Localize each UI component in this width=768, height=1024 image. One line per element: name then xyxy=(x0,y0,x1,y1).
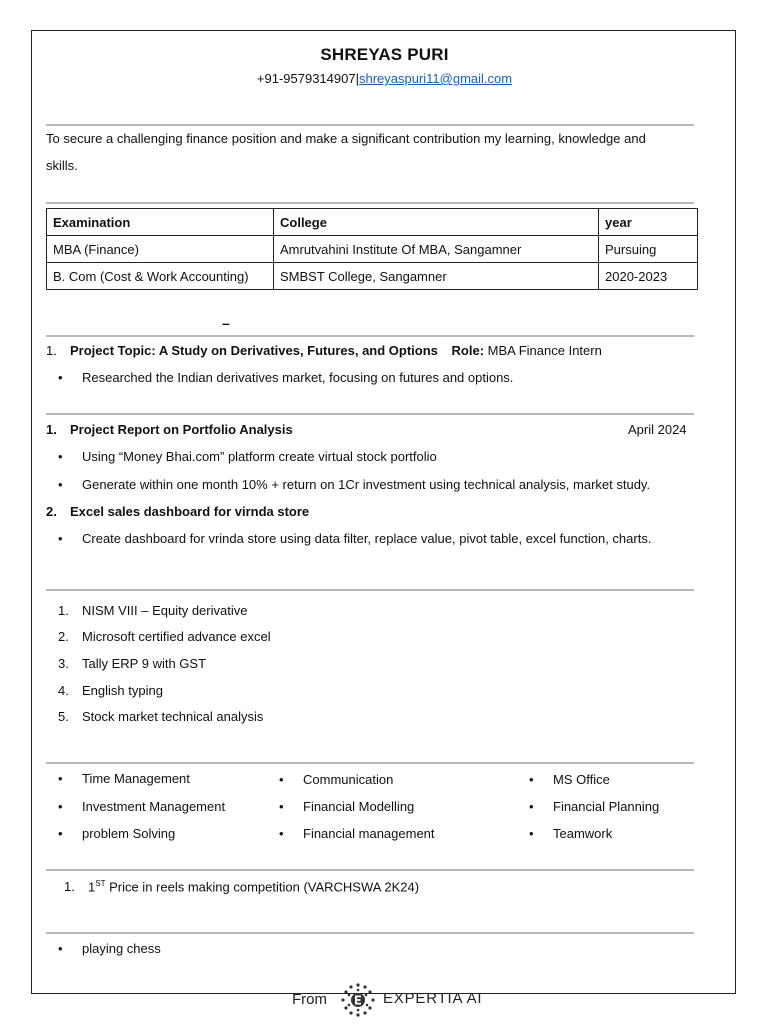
cert-number: 3. xyxy=(58,656,69,671)
header-year: year xyxy=(599,209,698,236)
internship-number: 1. xyxy=(46,343,57,358)
table-cell: Amrutvahini Institute Of MBA, Sangamner xyxy=(274,236,599,263)
internship-role-label: Role: xyxy=(451,343,485,358)
header-examination: Examination xyxy=(47,209,274,236)
skill-item: • Communication xyxy=(303,772,393,787)
internship-topic: Project Topic: A Study on Derivatives, Futures, and Options xyxy=(70,343,438,358)
skill-item: • Time Management xyxy=(82,771,190,786)
project-title: Project Report on Portfolio Analysis xyxy=(70,422,293,437)
cert-item: English typing xyxy=(82,683,163,698)
hobby-item: • playing chess xyxy=(82,941,161,956)
table-cell: 2020-2023 xyxy=(599,263,698,290)
achievement-number: 1. xyxy=(64,879,75,894)
project-bullet: • Create dashboard for vrinda store using data filter, replace value, pivot table, excel function, charts. xyxy=(82,531,651,546)
skill-item: • Financial Modelling xyxy=(303,799,414,814)
project-date: April 2024 xyxy=(628,422,687,437)
footer-brand: EXPERTIA AI xyxy=(383,990,483,1007)
contact-line xyxy=(32,71,737,86)
cert-number: 4. xyxy=(58,683,69,698)
candidate-name: SHREYAS PURI xyxy=(320,45,449,64)
table-cell: Pursuing xyxy=(599,236,698,263)
achievement-superscript: ST xyxy=(95,879,106,888)
cert-item: NISM VIII – Equity derivative xyxy=(82,603,248,618)
table-cell: SMBST College, Sangamner xyxy=(274,263,599,290)
skill-item: • problem Solving xyxy=(82,826,175,841)
education-table xyxy=(46,208,698,290)
section-divider xyxy=(46,869,694,871)
table-row xyxy=(47,263,698,290)
skill-item: • Financial Planning xyxy=(553,799,659,814)
internship-entry xyxy=(70,343,602,358)
table-header-row xyxy=(47,209,698,236)
achievement-text: Price in reels making competition (VARCHSWA 2K24) xyxy=(105,879,420,895)
section-divider xyxy=(46,413,694,415)
project-number: 2. xyxy=(46,504,57,519)
skill-item: • Financial management xyxy=(303,826,435,841)
cert-item: Microsoft certified advance excel xyxy=(82,629,271,644)
project-bullet: • Using “Money Bhai.com” platform create virtual stock portfolio xyxy=(82,449,437,464)
objective-line-1: To secure a challenging finance position and make a significant contribution my learning, knowledge and xyxy=(46,131,646,146)
expertia-logo-icon xyxy=(340,982,376,1018)
section-divider xyxy=(46,762,694,764)
header-college: College xyxy=(274,209,599,236)
cert-number: 2. xyxy=(58,629,69,644)
table-row xyxy=(47,236,698,263)
achievement-prefix: 1 xyxy=(88,879,96,895)
cert-item: Stock market technical analysis xyxy=(82,709,264,724)
section-divider xyxy=(46,202,694,204)
objective-line-2: skills. xyxy=(46,158,78,173)
cert-number: 5. xyxy=(58,709,69,724)
project-title: Excel sales dashboard for virnda store xyxy=(70,504,310,519)
contact-separator: | xyxy=(355,71,359,86)
footer-from: From xyxy=(292,991,327,1008)
resume-page xyxy=(31,30,736,994)
table-cell: MBA (Finance) xyxy=(47,236,274,263)
watermark-footer xyxy=(0,980,768,1020)
achievement-item xyxy=(88,879,419,894)
cert-number: 1. xyxy=(58,603,69,618)
project-number: 1. xyxy=(46,422,57,437)
section-divider xyxy=(46,335,694,337)
internship-role-value: MBA Finance Intern xyxy=(487,343,602,358)
section-divider xyxy=(46,124,694,126)
skill-item: • MS Office xyxy=(553,772,610,787)
section-divider xyxy=(46,932,694,934)
section-divider xyxy=(46,589,694,591)
internship-bullet: • Researched the Indian derivatives market, focusing on futures and options. xyxy=(82,370,513,385)
project-bullet: • Generate within one month 10% + return on 1Cr investment using technical analysis, market study. xyxy=(82,477,650,492)
phone-number: +91-9579314907 xyxy=(256,71,356,86)
cert-item: Tally ERP 9 with GST xyxy=(82,656,207,671)
table-cell: B. Com (Cost & Work Accounting) xyxy=(47,263,274,290)
skill-item: • Teamwork xyxy=(553,826,612,841)
stray-dash: – xyxy=(222,315,230,331)
email-link[interactable]: shreyaspuri11@gmail.com xyxy=(358,71,513,86)
skill-item: • Investment Management xyxy=(82,799,225,814)
